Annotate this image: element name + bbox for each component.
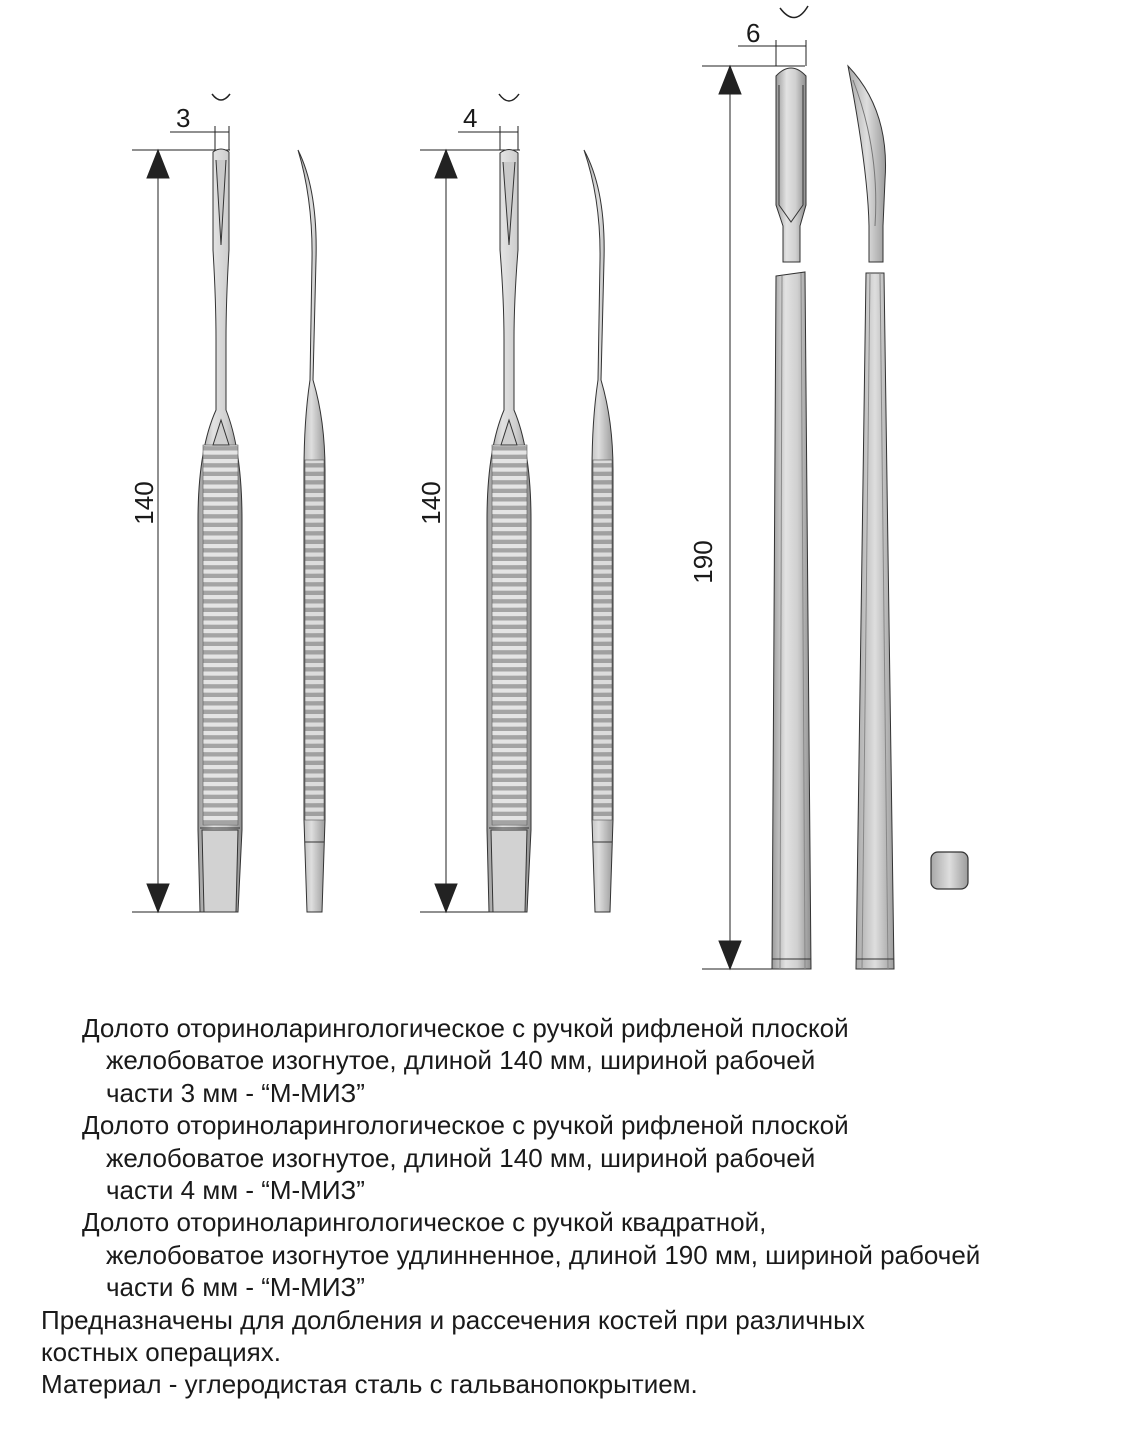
description-block — [0, 1012, 1121, 1401]
description-line: Предназначены для долбления и рассечения костей при различных — [41, 1304, 865, 1335]
description-line: Долото оториноларингологическое с ручкой рифленой плоской — [82, 1013, 849, 1043]
description-line: желобоватое изогнутое удлинненное, длиной 190 мм, шириной рабочей — [106, 1239, 981, 1270]
width-label-2: 4 — [463, 103, 478, 133]
description-line: Долото оториноларингологическое с ручкой квадратной, — [82, 1207, 767, 1238]
width-label-3: 6 — [746, 18, 761, 48]
chisel-front-view-2 — [487, 150, 531, 913]
length-label-1: 140 — [129, 481, 159, 525]
chisel-6mm-group — [688, 6, 968, 969]
length-label-3: 190 — [688, 540, 718, 584]
chisel-front-view-3-tip — [776, 68, 806, 262]
width-label-1: 3 — [176, 103, 191, 133]
description-line: желобоватое изогнутое, длиной 140 мм, шириной рабочей — [106, 1045, 816, 1076]
chisel-front-view-3-handle — [772, 272, 811, 969]
description-line: желобоватое изогнутое, длиной 140 мм, шириной рабочей — [106, 1142, 816, 1173]
chisel-front-view-1 — [198, 149, 242, 912]
description-line: части 6 мм - “М-МИЗ” — [106, 1272, 365, 1303]
chisel-3mm-group — [129, 94, 325, 912]
description-line: костных операциях. — [41, 1337, 281, 1368]
description-line: Материал - углеродистая сталь с гальванопокрытием. — [41, 1369, 698, 1400]
length-label-2: 140 — [416, 481, 446, 525]
chisel-side-view-1 — [298, 150, 325, 912]
chisel-side-view-3-tip — [848, 66, 886, 262]
chisel-side-view-2 — [584, 150, 613, 912]
chisel-side-view-3-handle — [856, 273, 894, 969]
handle-cross-section — [931, 852, 968, 889]
chisel-4mm-group — [416, 94, 613, 912]
description-line: части 3 мм - “М-МИЗ” — [106, 1077, 365, 1108]
description-line: Долото оториноларингологическое с ручкой рифленой плоской — [82, 1110, 849, 1141]
description-line: части 4 мм - “М-МИЗ” — [106, 1175, 365, 1206]
